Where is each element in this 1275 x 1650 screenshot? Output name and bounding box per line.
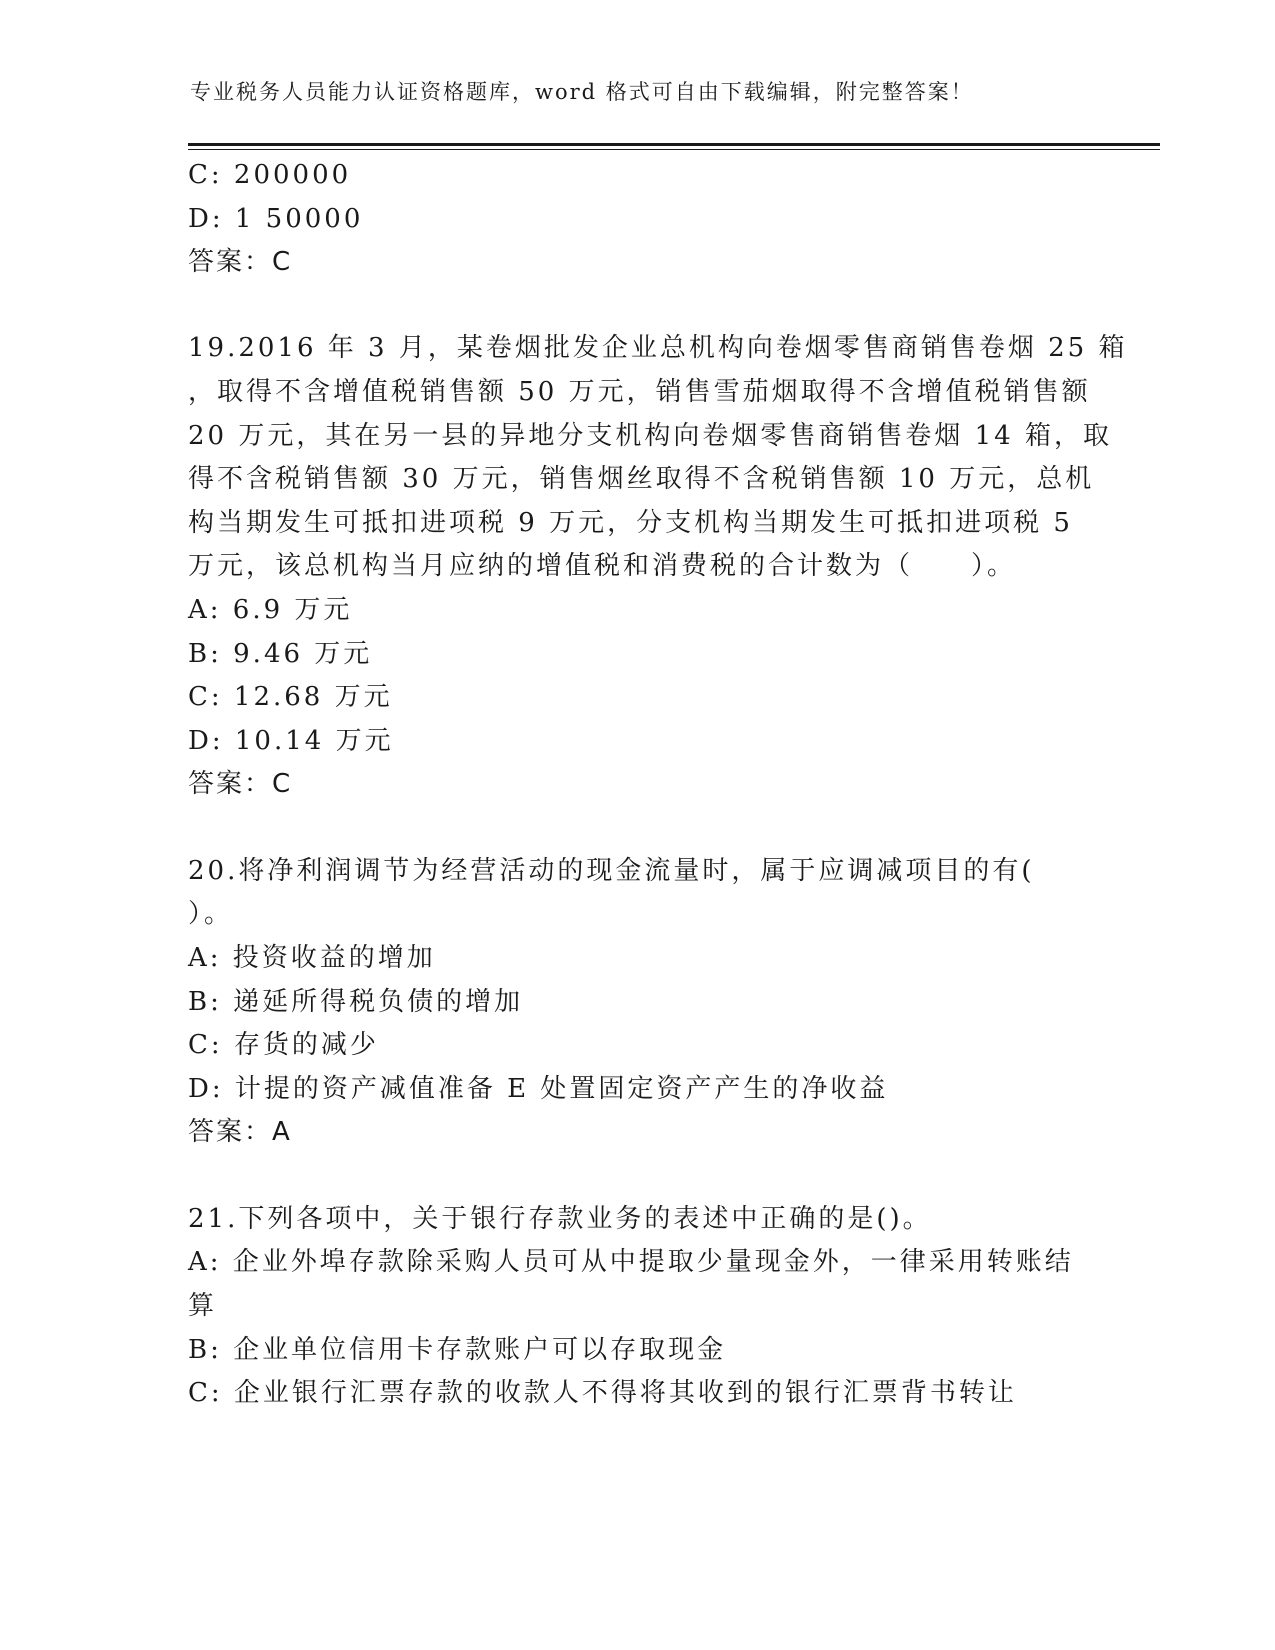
- q19-stem-line: 构当期发生可抵扣进项税 9 万元，分支机构当期发生可抵扣进项税 5: [188, 508, 1073, 538]
- q20-stem-line: ）。: [188, 899, 234, 929]
- q20-option-d: D: 计提的资产减值准备 E 处置固定资产产生的净收益: [188, 1074, 889, 1104]
- q18-option-d: D: 1 50000: [188, 204, 364, 234]
- q21-option-a: A: 企业外埠存款除采购人员可从中提取少量现金外，一律采用转账结: [188, 1247, 1074, 1277]
- q20-option-b: B: 递延所得税负债的增加: [188, 987, 524, 1017]
- q19-option-b: B: 9.46 万元: [188, 639, 373, 669]
- q21-option-a-continued: 算: [188, 1291, 218, 1321]
- q19-stem-line: 万元，该总机构当月应纳的增值税和消费税的合计数为（ ）。: [188, 551, 1017, 581]
- q19-answer: 答案：C: [188, 769, 293, 799]
- q21-stem-line: 21.下列各项中，关于银行存款业务的表述中正确的是()。: [188, 1204, 932, 1234]
- header-rule-thin: [188, 149, 1160, 150]
- q20-stem-line: 20.将净利润调节为经营活动的现金流量时，属于应调减项目的有(: [188, 856, 1035, 886]
- q19-stem-line: ，取得不含增值税销售额 50 万元，销售雪茄烟取得不含增值税销售额: [188, 377, 1091, 407]
- q19-option-c: C: 12.68 万元: [188, 682, 393, 712]
- q18-answer: 答案：C: [188, 247, 293, 277]
- q19-stem-line: 19.2016 年 3 月，某卷烟批发企业总机构向卷烟零售商销售卷烟 25 箱: [188, 333, 1128, 363]
- q21-option-b: B: 企业单位信用卡存款账户可以存取现金: [188, 1335, 727, 1365]
- q20-answer: 答案：A: [188, 1117, 292, 1147]
- page-header: 专业税务人员能力认证资格题库，word 格式可自由下载编辑，附完整答案！: [190, 80, 974, 104]
- q18-option-c: C: 200000: [188, 160, 352, 190]
- q20-option-c: C: 存货的减少: [188, 1030, 379, 1060]
- q20-option-a: A: 投资收益的增加: [188, 943, 436, 973]
- q19-option-d: D: 10.14 万元: [188, 726, 394, 756]
- q19-stem-line: 20 万元，其在另一县的异地分支机构向卷烟零售商销售卷烟 14 箱，取: [188, 421, 1112, 451]
- q19-option-a: A: 6.9 万元: [188, 595, 353, 625]
- q19-stem-line: 得不含税销售额 30 万元，销售烟丝取得不含税销售额 10 万元，总机: [188, 464, 1095, 494]
- header-rule-thick: [188, 143, 1160, 146]
- q21-option-c: C: 企业银行汇票存款的收款人不得将其收到的银行汇票背书转让: [188, 1378, 1017, 1408]
